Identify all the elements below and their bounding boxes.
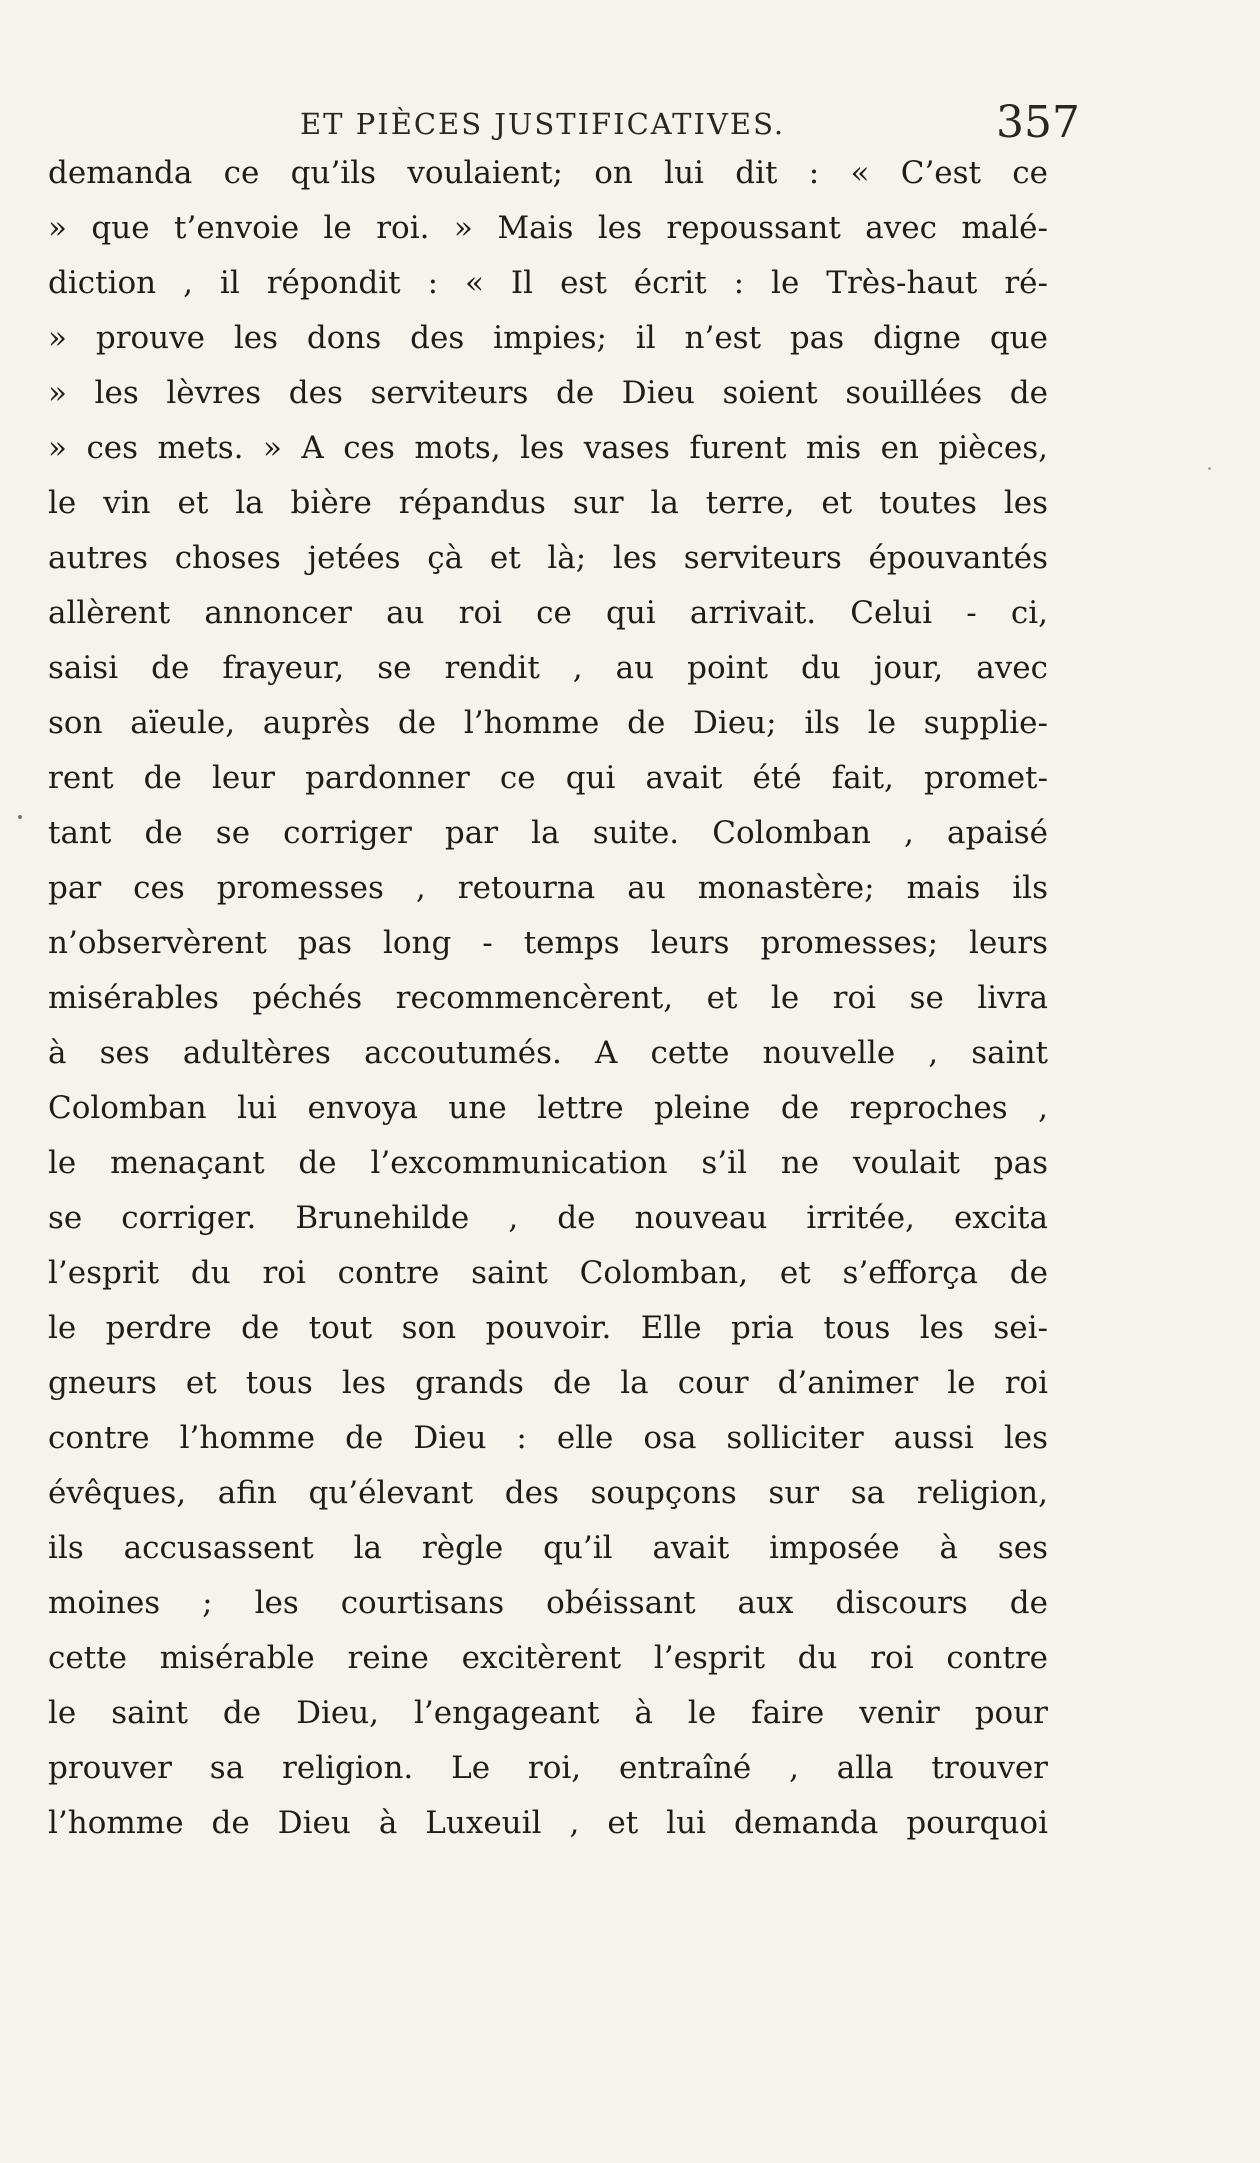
text-line: par ces promesses , retourna au monastère; mais ils — [48, 870, 1048, 906]
text-line: évêques, afin qu’élevant des soupçons sur sa religion, — [48, 1475, 1048, 1511]
text-line: » ces mets. » A ces mots, les vases furent mis en pièces, — [48, 430, 1048, 466]
text-line: contre l’homme de Dieu : elle osa solliciter aussi les — [48, 1420, 1048, 1456]
text-line: son aïeule, auprès de l’homme de Dieu; ils le supplie- — [48, 705, 1048, 741]
text-line: moines ; les courtisans obéissant aux discours de — [48, 1585, 1048, 1621]
text-line: » prouve les dons des impies; il n’est pas digne que — [48, 320, 1048, 356]
text-line: gneurs et tous les grands de la cour d’animer le roi — [48, 1365, 1048, 1401]
text-line: autres choses jetées çà et là; les serviteurs épouvantés — [48, 540, 1048, 576]
paper-speck — [18, 815, 22, 819]
text-line: l’homme de Dieu à Luxeuil , et lui demanda pourquoi — [48, 1805, 1048, 1841]
text-line: à ses adultères accoutumés. A cette nouvelle , saint — [48, 1035, 1048, 1071]
running-title: ET PIÈCES JUSTIFICATIVES. — [300, 107, 786, 141]
text-line: allèrent annoncer au roi ce qui arrivait. Celui - ci, — [48, 595, 1048, 631]
text-line: » les lèvres des serviteurs de Dieu soient souillées de — [48, 375, 1048, 411]
paper-speck — [1208, 467, 1211, 470]
text-line: cette misérable reine excitèrent l’esprit du roi contre — [48, 1640, 1048, 1676]
text-line: misérables péchés recommencèrent, et le roi se livra — [48, 980, 1048, 1016]
text-line: se corriger. Brunehilde , de nouveau irritée, excita — [48, 1200, 1048, 1236]
text-line: tant de se corriger par la suite. Colomban , apaisé — [48, 815, 1048, 851]
text-line: diction , il répondit : « Il est écrit : le Très-haut ré- — [48, 265, 1048, 301]
body-text — [48, 146, 1048, 1851]
text-line: » que t’envoie le roi. » Mais les repoussant avec malé- — [48, 210, 1048, 246]
text-line: saisi de frayeur, se rendit , au point du jour, avec — [48, 650, 1048, 686]
text-line: n’observèrent pas long - temps leurs promesses; leurs — [48, 925, 1048, 961]
text-line: l’esprit du roi contre saint Colomban, et s’efforça de — [48, 1255, 1048, 1291]
text-line: demanda ce qu’ils voulaient; on lui dit : « C’est ce — [48, 155, 1048, 191]
text-line: le menaçant de l’excommunication s’il ne voulait pas — [48, 1145, 1048, 1181]
text-line: le perdre de tout son pouvoir. Elle pria tous les sei- — [48, 1310, 1048, 1346]
text-line: rent de leur pardonner ce qui avait été fait, promet- — [48, 760, 1048, 796]
text-line: le vin et la bière répandus sur la terre, et toutes les — [48, 485, 1048, 521]
page-number: 357 — [996, 97, 1080, 148]
text-line: prouver sa religion. Le roi, entraîné , alla trouver — [48, 1750, 1048, 1786]
text-line: Colomban lui envoya une lettre pleine de reproches , — [48, 1090, 1048, 1126]
text-line: ils accusassent la règle qu’il avait imposée à ses — [48, 1530, 1048, 1566]
text-line: le saint de Dieu, l’engageant à le faire venir pour — [48, 1695, 1048, 1731]
